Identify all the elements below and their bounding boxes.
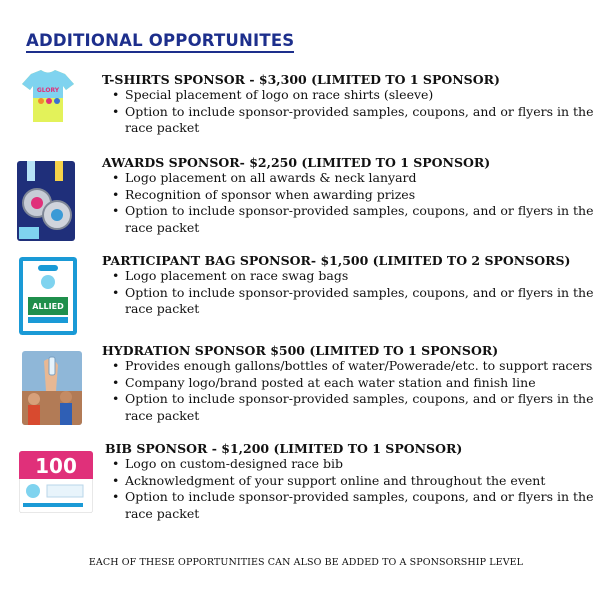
section-title: HYDRATION SPONSOR $500 (LIMITED TO 1 SPONSOR) [102,343,499,358]
race-bib-image [19,451,93,513]
list-item: • Special placement of logo on race shirts (sleeve) [108,87,593,104]
list-item: • Company logo/brand posted at each water station and finish line [108,375,593,392]
footer-note: EACH OF THESE OPPORTUNITIES CAN ALSO BE ADDED TO A SPONSORSHIP LEVEL [88,557,524,568]
bullet-list [108,170,593,236]
list-item: • Recognition of sponsor when awarding prizes [108,187,593,204]
bib-number: 100 [35,454,77,478]
list-item: • Option to include sponsor-provided samples, coupons, and or flyers in the [108,489,593,506]
list-item: • Logo on custom-designed race bib [108,456,593,473]
swag-bag-image [19,257,77,335]
list-item: race packet [125,505,200,521]
list-item: • Logo placement on race swag bags [108,268,593,285]
list-item: • Logo placement on all awards & neck lanyard [108,170,593,187]
section-title: T-SHIRTS SPONSOR - $3,300 (LIMITED TO 1 SPONSOR) [102,72,500,87]
list-item: race packet [125,407,200,423]
bag-label: ALLIED [32,302,64,311]
list-item: • Option to include sponsor-provided samples, coupons, and or flyers in the [108,203,593,220]
bullet-list [108,358,593,424]
tshirt-image [19,68,77,124]
svg-text:GLORY: GLORY [36,87,60,94]
bullet-list [108,268,593,318]
list-item: • Option to include sponsor-provided samples, coupons, and or flyers in the [108,391,593,408]
list-item: race packet [125,219,200,235]
hydration-image [22,351,82,425]
page-heading: ADDITIONAL OPPORTUNITES [26,31,294,53]
bullet-list [108,456,593,522]
medals-image [17,161,75,241]
list-item: • Acknowledgment of your support online and throughout the event [108,473,593,490]
section-title: PARTICIPANT BAG SPONSOR- $1,500 (LIMITED TO 2 SPONSORS) [102,253,571,268]
section-title: BIB SPONSOR - $1,200 (LIMITED TO 1 SPONSOR) [105,441,463,456]
list-item: race packet [125,301,200,317]
list-item: • Provides enough gallons/bottles of water/Powerade/etc. to support racers [108,358,593,375]
list-item: • Option to include sponsor-provided samples, coupons, and or flyers in the [108,104,593,121]
list-item: • Option to include sponsor-provided samples, coupons, and or flyers in the [108,285,593,302]
section-title: AWARDS SPONSOR- $2,250 (LIMITED TO 1 SPONSOR) [102,155,491,170]
list-item: race packet [125,120,200,136]
bullet-list [108,87,593,137]
